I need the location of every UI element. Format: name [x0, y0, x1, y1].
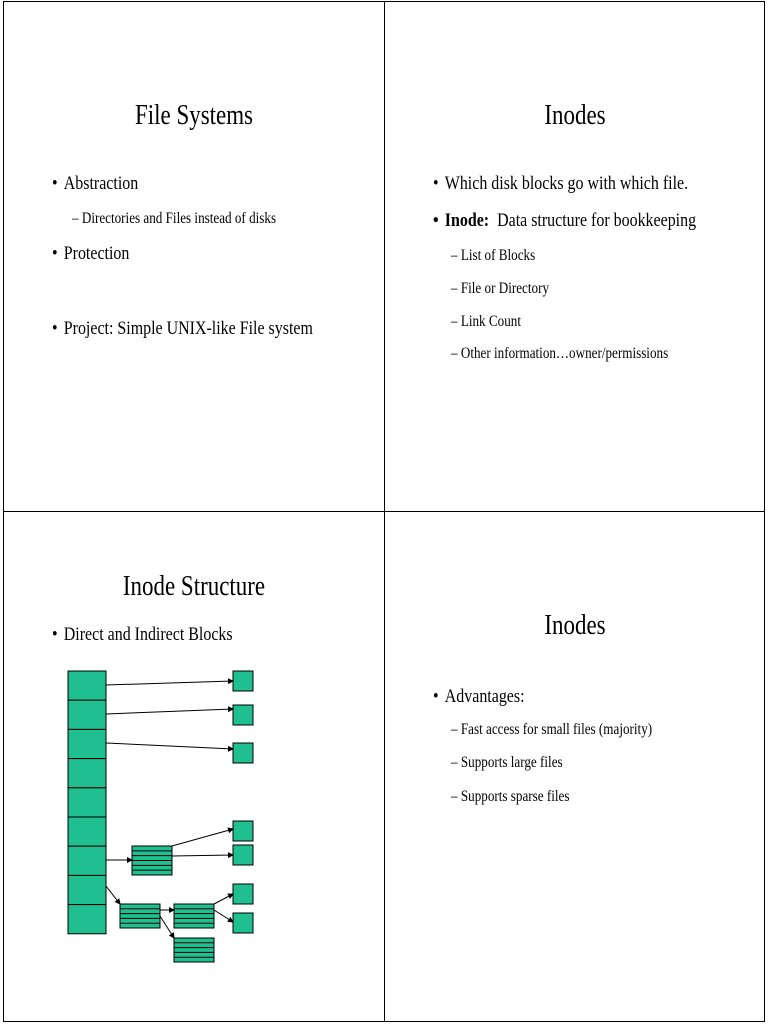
slide-inodes-advantages	[385, 512, 765, 1020]
data-block	[233, 913, 253, 933]
inode-table-entry	[68, 788, 106, 817]
pointer-arrow	[214, 894, 233, 904]
sub-bullet: – Other information…owner/permissions	[451, 345, 669, 362]
bullet-which-disk-blocks: • Which disk blocks go with which file.	[433, 173, 689, 194]
data-block	[233, 671, 253, 691]
slide-title: File Systems	[134, 100, 254, 131]
bullet-icon: •	[52, 318, 58, 339]
pointer-arrow	[106, 886, 120, 904]
pointer-arrow	[172, 829, 233, 846]
sub-bullet: – Fast access for small files (majority)	[451, 721, 653, 738]
bullet-advantages: • Advantages:	[433, 686, 525, 707]
bullet-icon: •	[52, 624, 58, 645]
pointer-arrow	[106, 709, 233, 714]
sub-bullet: – Supports sparse files	[451, 788, 570, 805]
bullet-icon: •	[52, 243, 58, 264]
inode-table-entry	[68, 671, 106, 700]
indirect-block	[174, 904, 214, 928]
bullet-inode-definition: • Inode: Data structure for bookkeeping	[433, 210, 697, 231]
data-block	[233, 743, 253, 763]
pointer-arrow	[160, 916, 174, 938]
bullet-icon: •	[52, 173, 58, 194]
pointer-arrow	[172, 855, 233, 856]
data-block	[233, 821, 253, 841]
data-block	[233, 705, 253, 725]
inode-table-entry	[68, 817, 106, 846]
pointer-arrow	[214, 910, 233, 922]
bullet-abstraction: • Abstraction	[52, 173, 139, 194]
sub-bullet: – File or Directory	[451, 280, 550, 297]
inode-table-entry	[68, 700, 106, 729]
inode-table-entry	[68, 729, 106, 758]
sub-bullet: – List of Blocks	[451, 247, 536, 264]
pointer-arrow	[106, 681, 233, 685]
bullet-project: • Project: Simple UNIX-like File system	[52, 318, 313, 339]
slide-title: Inode Structure	[122, 571, 266, 602]
bullet-protection: • Protection	[52, 243, 130, 264]
sub-bullet: – Directories and Files instead of disks	[72, 210, 277, 227]
bullet-icon: •	[433, 173, 439, 194]
data-block	[233, 845, 253, 865]
bullet-icon: •	[433, 686, 439, 707]
data-block	[233, 884, 253, 904]
inode-table-entry	[68, 875, 106, 904]
bullet-icon: •	[433, 210, 439, 231]
sub-bullet: – Supports large files	[451, 754, 563, 771]
pointer-arrow	[106, 743, 233, 749]
sub-bullet: – Link Count	[451, 313, 521, 330]
bullet-direct-indirect: • Direct and Indirect Blocks	[52, 624, 233, 645]
indirect-block	[174, 938, 214, 962]
inode-table-entry	[68, 905, 106, 934]
slide-title: Inodes	[544, 610, 606, 641]
slide-title: Inodes	[544, 100, 606, 131]
double-indirect-block	[120, 904, 160, 928]
inode-table-entry	[68, 759, 106, 788]
inode-table-entry	[68, 846, 106, 875]
